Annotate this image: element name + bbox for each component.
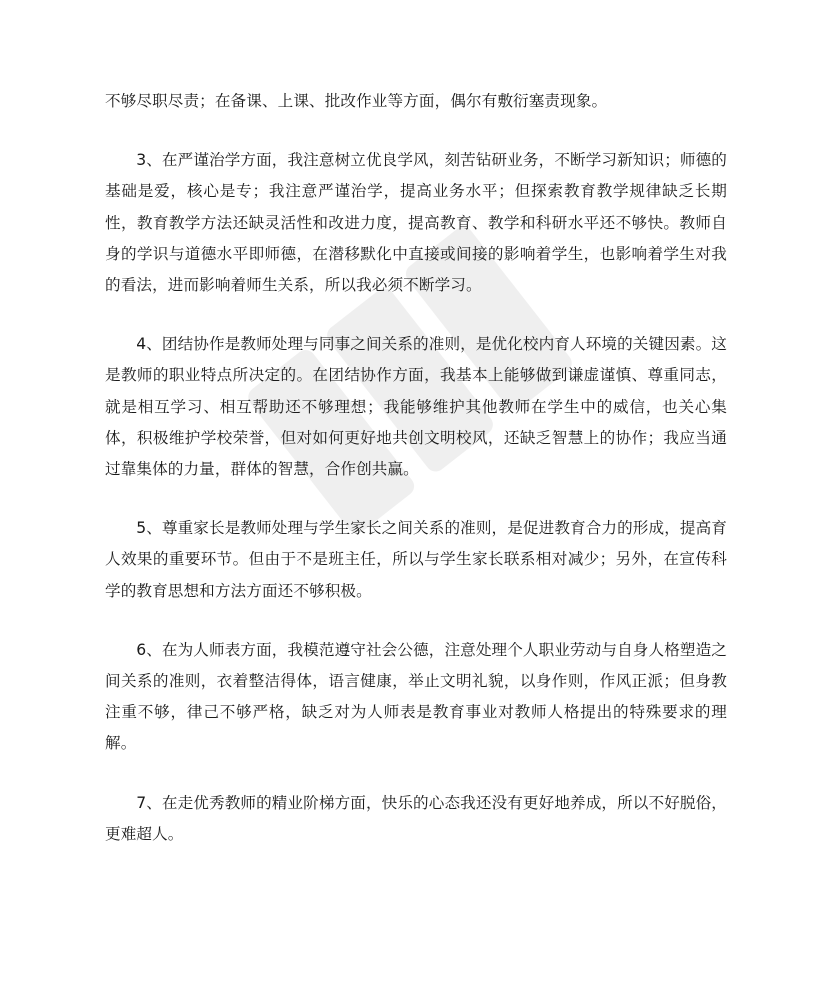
paragraph-2: 3、在严谨治学方面，我注意树立优良学风，刻苦钻研业务，不断学习新知识；师德的基础是爱，核心是专；我注意严谨治学，提高业务水平；但探索教育教学规律缺乏长期性，教育教学方法还缺灵活性和改进力度，提高教育、教学和科研水平还不够快。教师自身的学识与道德水平即师德，在潜移默化中直接或间接的影响着学生，也影响着学生对我的看法，进而影响着师生关系，所以我必须不断学习。 [105,151,727,295]
paragraph-1: 不够尽职尽责；在备课、上课、批改作业等方面，偶尔有敷衍塞责现象。 [105,92,608,110]
paragraph-3: 4、团结协作是教师处理与同事之间关系的准则，是优化校内育人环境的关键因素。这是教师的职业特点所决定的。在团结协作方面，我基本上能够做到谦虚谨慎、尊重同志，就是相互学习、相互帮助还不够理想；我能够维护其他教师在学生中的威信，也关心集体，积极维护学校荣誉，但对如何更好地共创文明校风，还缺乏智慧上的协作；我应当通过靠集体的力量，群体的智慧，合作创共赢。 [105,335,727,479]
paragraph-5: 6、在为人师表方面，我模范遵守社会公德，注意处理个人职业劳动与自身人格塑造之间关系的准则，衣着整洁得体，语言健康，举止文明礼貌，以身作则，作风正派；但身教注重不够，律己不够严格，缺乏对为人师表是教育事业对教师人格提出的特殊要求的理解。 [105,640,727,753]
paragraph-4: 5、尊重家长是教师处理与学生家长之间关系的准则，是促进教育合力的形成，提高育人效果的重要环节。但由于不是班主任，所以与学生家长联系相对减少；另外，在宣传科学的教育思想和方法方面还不够积极。 [105,519,727,600]
document-body [105,86,727,850]
paragraph-6: 7、在走优秀教师的精业阶梯方面，快乐的心态我还没有更好地养成，所以不好脱俗，更难超人。 [105,793,727,843]
